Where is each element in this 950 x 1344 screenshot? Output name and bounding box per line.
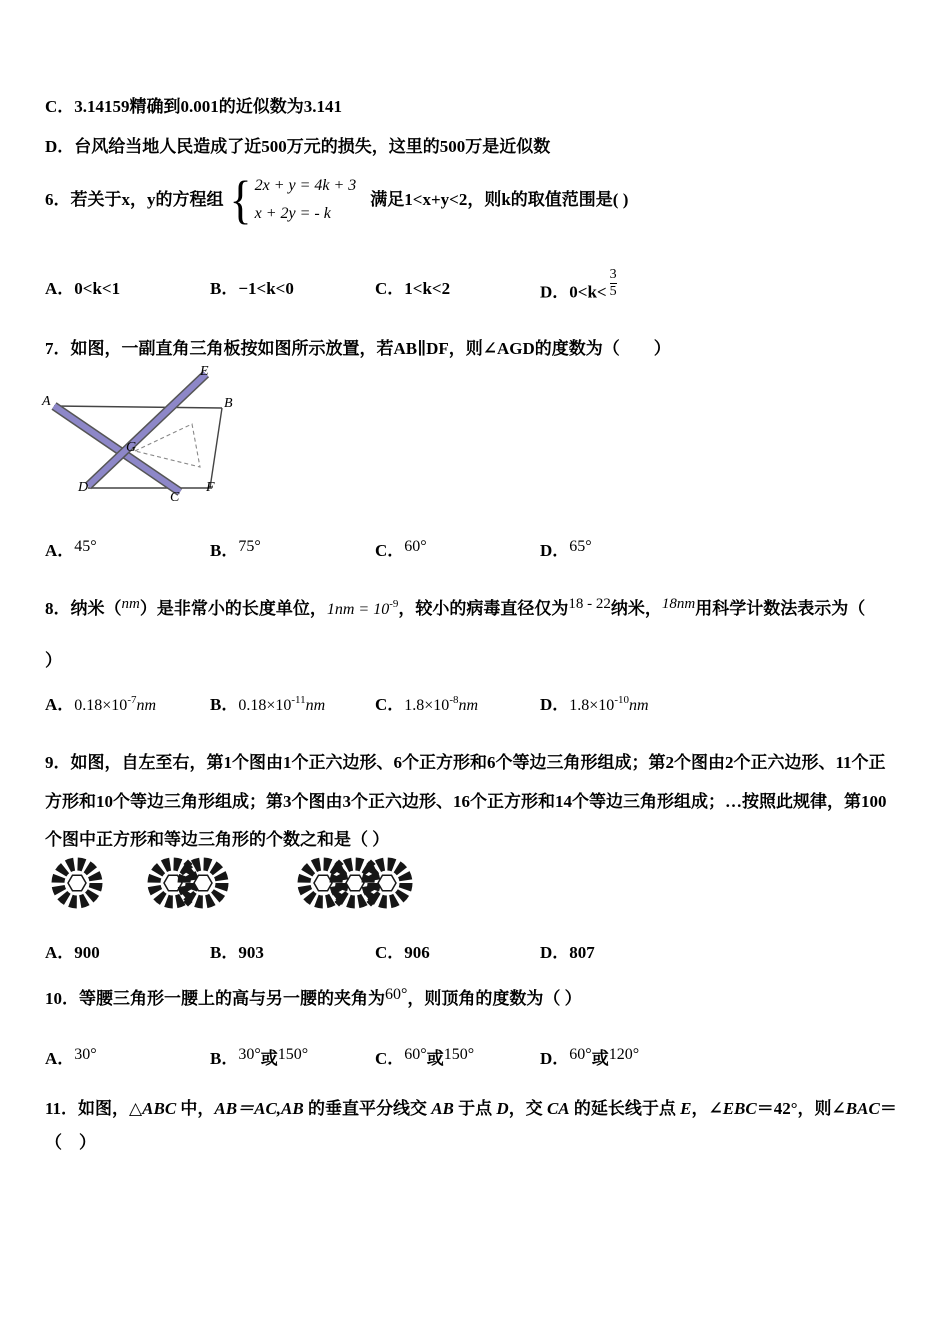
point-label-b: B <box>224 396 233 411</box>
q10-option-a <box>45 1048 97 1070</box>
question-8-line1 <box>45 598 865 620</box>
question-9-line1: 9．如图，自左至右，第1个图由1个正六边形、6个正方形和6个等边三角形组成；第2个图由2个正六边形、11个正 <box>45 753 886 772</box>
hexagon-pattern-drawing <box>45 852 425 914</box>
option-letter: A． <box>45 1049 75 1068</box>
option-letter: C． <box>375 541 405 560</box>
q8-option-c <box>375 694 478 716</box>
option-letter: A． <box>45 943 75 962</box>
q8-option-b <box>210 694 325 716</box>
q8-size-range: 18 - 22 <box>568 596 611 612</box>
option-coefficient: 1.8×10 <box>404 697 450 714</box>
option-text: 903 <box>238 943 264 962</box>
q10-option-d <box>540 1048 639 1070</box>
q8-nm-symbol: nm <box>121 596 140 612</box>
option-letter: B． <box>210 695 239 714</box>
option-letter: D． <box>540 1049 570 1068</box>
q8-option-d <box>540 694 649 716</box>
q11-part-math: CA <box>546 1099 570 1118</box>
point-label-a: A <box>42 394 51 409</box>
equation-2: x + 2y = - k <box>254 205 331 222</box>
q9-option-d <box>540 942 595 963</box>
question-11-line2: （ ） <box>45 1133 96 1152</box>
option-value-1: 60° <box>404 1046 427 1063</box>
option-value: 60° <box>404 538 427 555</box>
option-text: 台风给当地人民造成了近500万元的损失，这里的500万是近似数 <box>74 137 551 156</box>
q6-option-c <box>375 278 450 299</box>
point-label-d: D <box>78 480 89 495</box>
q7-option-c <box>375 540 427 562</box>
q8-18nm: 18nm <box>661 596 696 612</box>
option-unit: nm <box>136 697 157 714</box>
point-label-e: E <box>200 364 209 379</box>
q11-part: ，∠ <box>691 1099 723 1118</box>
system-brace: { <box>229 170 252 229</box>
q7-option-a <box>45 540 97 562</box>
q11-part: ，交 <box>508 1099 547 1118</box>
option-letter: C． <box>45 97 75 116</box>
q11-part-math: AB＝AC,AB <box>214 1099 304 1118</box>
q10-post: ，则顶角的度数为（ ） <box>407 989 582 1008</box>
question-9-line3: 个图中正方形和等边三角形的个数之和是（ ） <box>45 830 390 849</box>
q8-seg5: 用科学计数法表示为（ <box>695 599 866 618</box>
triangle-ruler-figure <box>40 366 250 516</box>
q11-part-math: ABC <box>142 1099 177 1118</box>
point-label-f: F <box>206 480 215 495</box>
q9-option-a <box>45 942 100 963</box>
q8-seg2: ）是非常小的长度单位， <box>139 599 327 618</box>
q8-seg3: ，较小的病毒直径仅为 <box>398 599 569 618</box>
option-letter: C． <box>375 943 405 962</box>
question-9-line2: 方形和10个等边三角形组成；第3个图由3个正六边形、16个正方形和14个等边三角形组成；…按照此规律，第100 <box>45 792 887 811</box>
fraction-numerator: 3 <box>609 267 617 282</box>
option-value: 45° <box>74 538 97 555</box>
q10-angle-value: 60° <box>385 986 408 1003</box>
question-7-text: 7．如图，一副直角三角板按如图所示放置，若AB∥DF，则∠AGD的度数为（ ） <box>45 339 671 358</box>
option-value-1: 30° <box>238 1046 261 1063</box>
question-10-text <box>45 988 582 1010</box>
q8-seg1: 8．纳米（ <box>45 599 122 618</box>
q11-part-math: E <box>680 1099 692 1118</box>
option-or: 或 <box>591 1049 609 1068</box>
q8-option-a <box>45 694 156 716</box>
q10-pre: 10．等腰三角形一腰上的高与另一腰的夹角为 <box>45 989 385 1008</box>
question-8-line2: ） <box>45 651 62 670</box>
option-or: 或 <box>260 1049 278 1068</box>
option-text: −1<k<0 <box>238 279 294 298</box>
q9-option-b <box>210 942 264 963</box>
option-letter: D． <box>540 541 570 560</box>
option-unit: nm <box>305 697 326 714</box>
q11-part: ＝42°，则∠ <box>756 1099 846 1118</box>
q10-option-b <box>210 1048 308 1070</box>
option-text: 900 <box>74 943 100 962</box>
option-text: 906 <box>404 943 430 962</box>
option-coefficient: 1.8×10 <box>569 697 615 714</box>
system-equations <box>255 172 357 228</box>
option-letter: B． <box>210 541 239 560</box>
option-value-2: 150° <box>443 1046 475 1063</box>
q11-part: 11．如图，△ <box>45 1099 143 1118</box>
option-letter: D． <box>540 282 570 302</box>
fraction-three-fifths <box>610 268 617 299</box>
option-text: 1<k<2 <box>404 279 451 298</box>
option-value: 65° <box>569 538 592 555</box>
option-or: 或 <box>426 1049 444 1068</box>
q11-part: 的延长线于点 <box>569 1099 681 1118</box>
option-text: 3.14159精确到0.001的近似数为3.141 <box>74 97 343 116</box>
option-exponent: -8 <box>449 694 459 706</box>
q11-part: 于点 <box>453 1099 497 1118</box>
option-exponent: -10 <box>614 694 629 706</box>
prev-option-d <box>45 136 550 157</box>
option-letter: A． <box>45 541 75 560</box>
option-text: 0<k< <box>569 282 607 302</box>
q8-formula-exponent: -9 <box>389 598 399 610</box>
q8-formula-base: 1nm = 10 <box>326 601 390 618</box>
option-letter: C． <box>375 1049 405 1068</box>
option-letter: A． <box>45 695 75 714</box>
prev-option-c <box>45 96 342 117</box>
q7-option-b <box>210 540 261 562</box>
option-value-1: 60° <box>569 1046 592 1063</box>
q11-part: 的垂直平分线交 <box>303 1099 432 1118</box>
q9-option-c <box>375 942 430 963</box>
equation-1: 2x + y = 4k + 3 <box>254 177 357 194</box>
option-coefficient: 0.18×10 <box>74 697 128 714</box>
option-text: 807 <box>569 943 595 962</box>
point-label-g: G <box>126 440 137 455</box>
option-letter: A． <box>45 279 75 298</box>
q11-part-math: BAC <box>845 1099 880 1118</box>
equation-system <box>230 172 357 228</box>
q6-option-a <box>45 278 120 299</box>
question-6 <box>45 168 628 232</box>
option-value: 30° <box>74 1046 97 1063</box>
option-value-2: 150° <box>277 1046 309 1063</box>
q11-part-math: AB <box>431 1099 454 1118</box>
triangle-ruler-drawing <box>40 366 250 516</box>
question-6-post: 满足1<x+y<2，则k的取值范围是( ) <box>370 190 629 210</box>
q11-part: ＝ <box>879 1099 897 1118</box>
option-letter: D． <box>540 695 570 714</box>
option-letter: B． <box>210 279 239 298</box>
option-unit: nm <box>458 697 479 714</box>
option-letter: C． <box>375 279 405 298</box>
option-letter: B． <box>210 1049 239 1068</box>
option-exponent: -11 <box>291 694 306 706</box>
option-letter: D． <box>45 137 75 156</box>
q8-seg4: 纳米， <box>610 599 662 618</box>
question-6-pre: 6．若关于x，y的方程组 <box>45 190 224 210</box>
option-text: 0<k<1 <box>74 279 121 298</box>
option-unit: nm <box>628 697 649 714</box>
option-exponent: -7 <box>127 694 137 706</box>
option-value: 75° <box>238 538 261 555</box>
question-11-line1 <box>45 1098 897 1119</box>
point-label-c: C <box>170 490 180 505</box>
option-value-2: 120° <box>608 1046 640 1063</box>
q6-option-b <box>210 278 294 299</box>
q7-option-d <box>540 540 592 562</box>
option-letter: D． <box>540 943 570 962</box>
q10-option-c <box>375 1048 474 1070</box>
q11-part-math: D <box>496 1099 509 1118</box>
q6-option-d <box>540 267 617 309</box>
hexagon-pattern-figure <box>45 852 425 914</box>
q11-part-math: EBC <box>722 1099 757 1118</box>
option-coefficient: 0.18×10 <box>238 697 292 714</box>
option-letter: C． <box>375 695 405 714</box>
option-letter: B． <box>210 943 239 962</box>
fraction-denominator: 5 <box>609 283 617 299</box>
q11-part: 中， <box>176 1099 215 1118</box>
